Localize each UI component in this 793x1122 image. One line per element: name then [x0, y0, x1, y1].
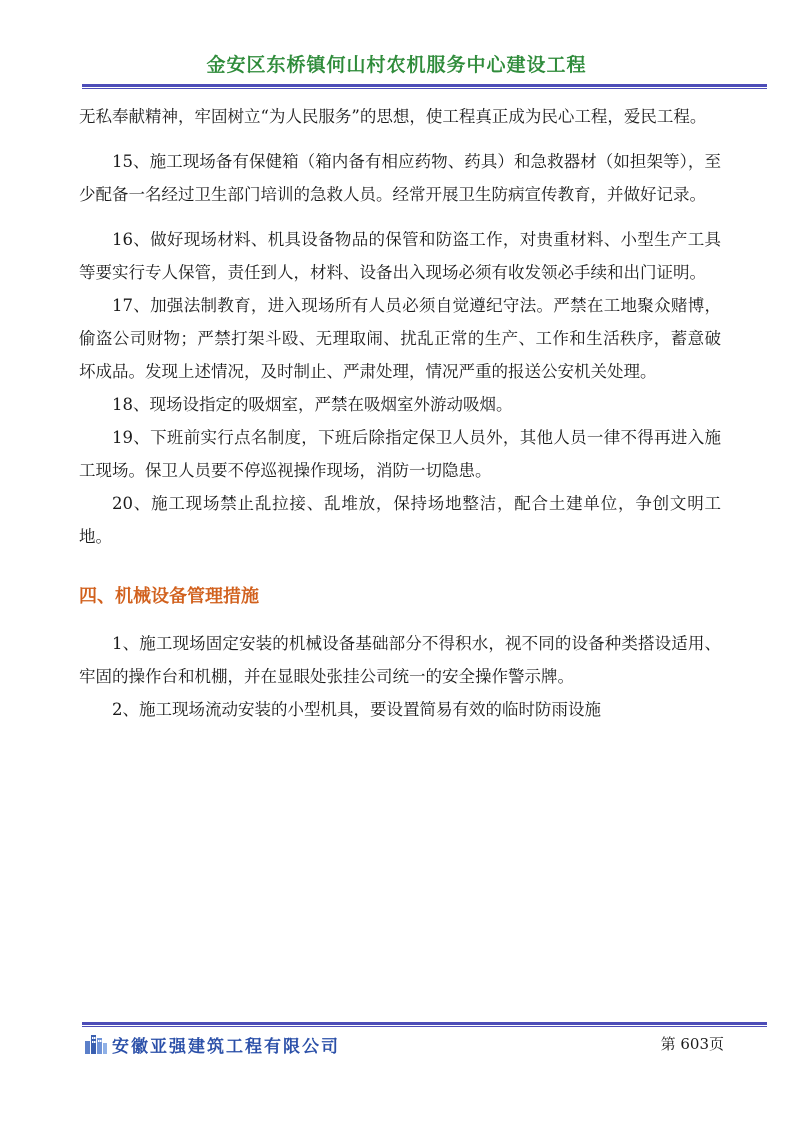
document-body: [79, 100, 721, 726]
footer-rule-thick: [82, 1022, 767, 1025]
page-footer: [84, 1031, 724, 1057]
paragraph-item-17: 17、加强法制教育，进入现场所有人员必须自觉遵纪守法。严禁在工地聚众赌博，偷盗公司财物；严禁打架斗殴、无理取闹、扰乱正常的生产、工作和生活秩序，蓄意破坏成品。发现上述情况，及时制止、严肃处理，情况严重的报送公安机关处理。: [79, 296, 721, 381]
section-paragraph-1: 1、施工现场固定安装的机械设备基础部分不得积水，视不同的设备种类搭设适用、牢固的操作台和机棚，并在显眼处张挂公司统一的安全操作警示牌。: [79, 634, 721, 686]
paragraph-item-16: 16、做好现场材料、机具设备物品的保管和防盗工作，对贵重材料、小型生产工具等要实行专人保管，责任到人，材料、设备出入现场必须有收发领必手续和出门证明。: [79, 230, 721, 282]
building-logo-icon: [84, 1031, 108, 1055]
header-rule-thick: [82, 84, 767, 87]
section-paragraph-2: 2、施工现场流动安装的小型机具，要设置简易有效的临时防雨设施: [112, 700, 601, 719]
paragraph-continuation: 无私奉献精神，牢固树立“为人民服务”的思想，使工程真正成为民心工程，爱民工程。: [79, 107, 707, 126]
header-rule-thin: [82, 88, 767, 89]
paragraph-item-18: 18、现场设指定的吸烟室，严禁在吸烟室外游动吸烟。: [112, 395, 513, 414]
page-header-title: 金安区东桥镇何山村农机服务中心建设工程: [206, 54, 587, 76]
paragraph-item-19: 19、下班前实行点名制度，下班后除指定保卫人员外，其他人员一律不得再进入施工现场。保卫人员要不停巡视操作现场，消防一切隐患。: [79, 428, 721, 480]
company-name: 安徽亚强建筑工程有限公司: [112, 1037, 340, 1057]
paragraph-item-20: 20、施工现场禁止乱拉接、乱堆放，保持场地整洁，配合土建单位，争创文明工地。: [79, 494, 721, 546]
section-heading: 四、机械设备管理措施: [79, 586, 259, 607]
paragraph-item-15: 15、施工现场备有保健箱（箱内备有相应药物、药具）和急救器材（如担架等），至少配备一名经过卫生部门培训的急救人员。经常开展卫生防病宣传教育，并做好记录。: [79, 152, 721, 204]
page-number: 第 603页: [660, 1035, 724, 1053]
footer-rule-thin: [82, 1026, 767, 1027]
